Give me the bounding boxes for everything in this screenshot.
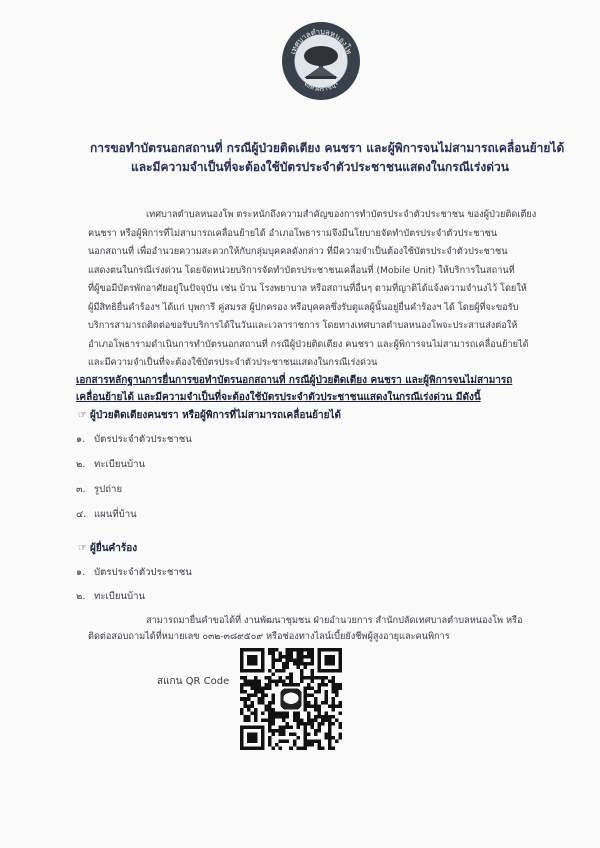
intro-line: เทศบาลตำบลหนองโพ ตระหนักถึงความสำคัญของการทำบัตรประจำตัวประชาชน ของผู้ป่วยติดเตียง xyxy=(146,209,537,220)
line-qr-code[interactable] xyxy=(240,648,342,750)
page-title-line-2: และมีความจำเป็นที่จะต้องใช้บัตรประจำตัวประชาชนแสดงในกรณีเร่งด่วน xyxy=(131,160,509,174)
intro-paragraph xyxy=(88,206,558,373)
list-item: ๒. ทะเบียนบ้าน xyxy=(76,591,146,602)
documents-heading-line: เคลื่อนย้ายได้ และมีความจำเป็นที่จะต้องใช้บัตรประจำตัวประชาชนแสดงในกรณีเร่งด่วน มีดังนี้ xyxy=(76,392,481,403)
group1-title: ผู้ป่วยติดเตียงคนชรา หรือผู้พิการที่ไม่สามารถเคลื่อนย้ายได้ xyxy=(89,410,342,421)
intro-line: และมีความจำเป็นที่จะต้องใช้บัตรประจำตัวประชาชนแสดงในกรณีเร่งด่วน xyxy=(88,357,378,368)
page-title-line-1: การขอทำบัตรนอกสถานที่ กรณีผู้ป่วยติดเตียง คนชรา และผู้พิการจนไม่สามารถเคลื่อนย้ายได้ xyxy=(90,141,565,155)
contact-paragraph xyxy=(88,613,558,645)
intro-line: ผู้มีสิทธิยื่นคำร้องฯ ได้แก่ บุพการี คู่สมรส ผู้ปกครอง หรือบุคคลซึ่งรับดูแลผู้นั้นอยู่ยื่นคำร้องฯ ได้ โดยผู้ที่จะขอรับ xyxy=(88,301,519,313)
intro-line: บริการสามารถติดต่อขอรับบริการได้ในวันและเวลาราชการ โดยทางเทศบาลตำบลหนองโพจะประสานส่งต่อให้ xyxy=(88,320,518,331)
seal-text-top: เทศบาลตำบลหนองโพ xyxy=(288,26,354,56)
intro-line: คนชรา หรือผู้พิการที่ไม่สามารถเคลื่อนย้ายได้ อำเภอโพธารามจึงมีนโยบายจัดทำบัตรประจำตัวประชาชน xyxy=(88,227,498,239)
qr-scan-label: สแกน QR Code xyxy=(157,676,230,687)
documents-heading xyxy=(76,372,566,406)
list-item: ๔. แผนที่บ้าน xyxy=(76,509,137,520)
svg-text:จังหวัดราชบุรี xyxy=(302,79,340,93)
list-item: ๑. บัตรประจำตัวประชาชน xyxy=(76,434,192,445)
group2-heading xyxy=(78,541,137,556)
seal-text-bottom: จังหวัดราชบุรี xyxy=(302,79,340,94)
documents-heading-line: เอกสารหลักฐานการยื่นการขอทำบัตรนอกสถานที่ กรณีผู้ป่วยติดเตียง คนชรา และผู้พิการจนไม่สามารถ xyxy=(76,375,513,386)
contact-line-2: ติดต่อสอบถามได้ที่หมายเลข ๐๓๒-๓๘๙๕๐๙ หรือช่องทางไลน์เบี้ยยังชีพผู้สูงอายุและคนพิการ xyxy=(88,631,450,642)
municipality-seal-logo xyxy=(282,22,360,100)
intro-line: แสดงตนในกรณีเร่งด่วน โดยจัดหน่วยบริการจัดทำบัตรประชาชนเคลื่อนที่ (Mobile Unit) ให้บริการในสถานที่ xyxy=(88,264,515,276)
group2-title: ผู้ยื่นคำร้อง xyxy=(89,543,138,554)
intro-line: นอกสถานที่ เพื่ออำนวยความสะดวกให้กับกลุ่มบุคคลดังกล่าว ที่มีความจำเป็นต้องใช้บัตรประจำตัวประชาชน xyxy=(88,246,508,257)
contact-line-1: สามารถมายื่นคำขอได้ที่ งานพัฒนาชุมชน ฝ่ายอำนวยการ สำนักปลัดเทศบาลตำบลหนองโพ หรือ xyxy=(146,615,523,626)
group1-heading xyxy=(78,408,341,423)
pointing-hand-icon: ☞ xyxy=(78,410,87,421)
intro-line: อำเภอโพธารามดำเนินการทำบัตรนอกสถานที่ กรณีผู้ป่วยติดเตียง คนชรา และผู้พิการจนไม่สามารถเคลื่อนย้ายได้ xyxy=(88,338,529,350)
list-item: ๓. รูปถ่าย xyxy=(76,484,123,495)
list-item: ๑. บัตรประจำตัวประชาชน xyxy=(76,567,192,578)
intro-line: ที่ผู้ขอมีบัตรพักอาศัยอยู่ในปัจจุบัน เช่น บ้าน โรงพยาบาล หรือสถานที่อื่นๆ ตามที่ญาติได้แจ้งความจำนงไว้ โดยให้ xyxy=(88,283,527,294)
pointing-hand-icon: ☞ xyxy=(78,543,87,554)
list-item: ๒. ทะเบียนบ้าน xyxy=(76,459,146,470)
